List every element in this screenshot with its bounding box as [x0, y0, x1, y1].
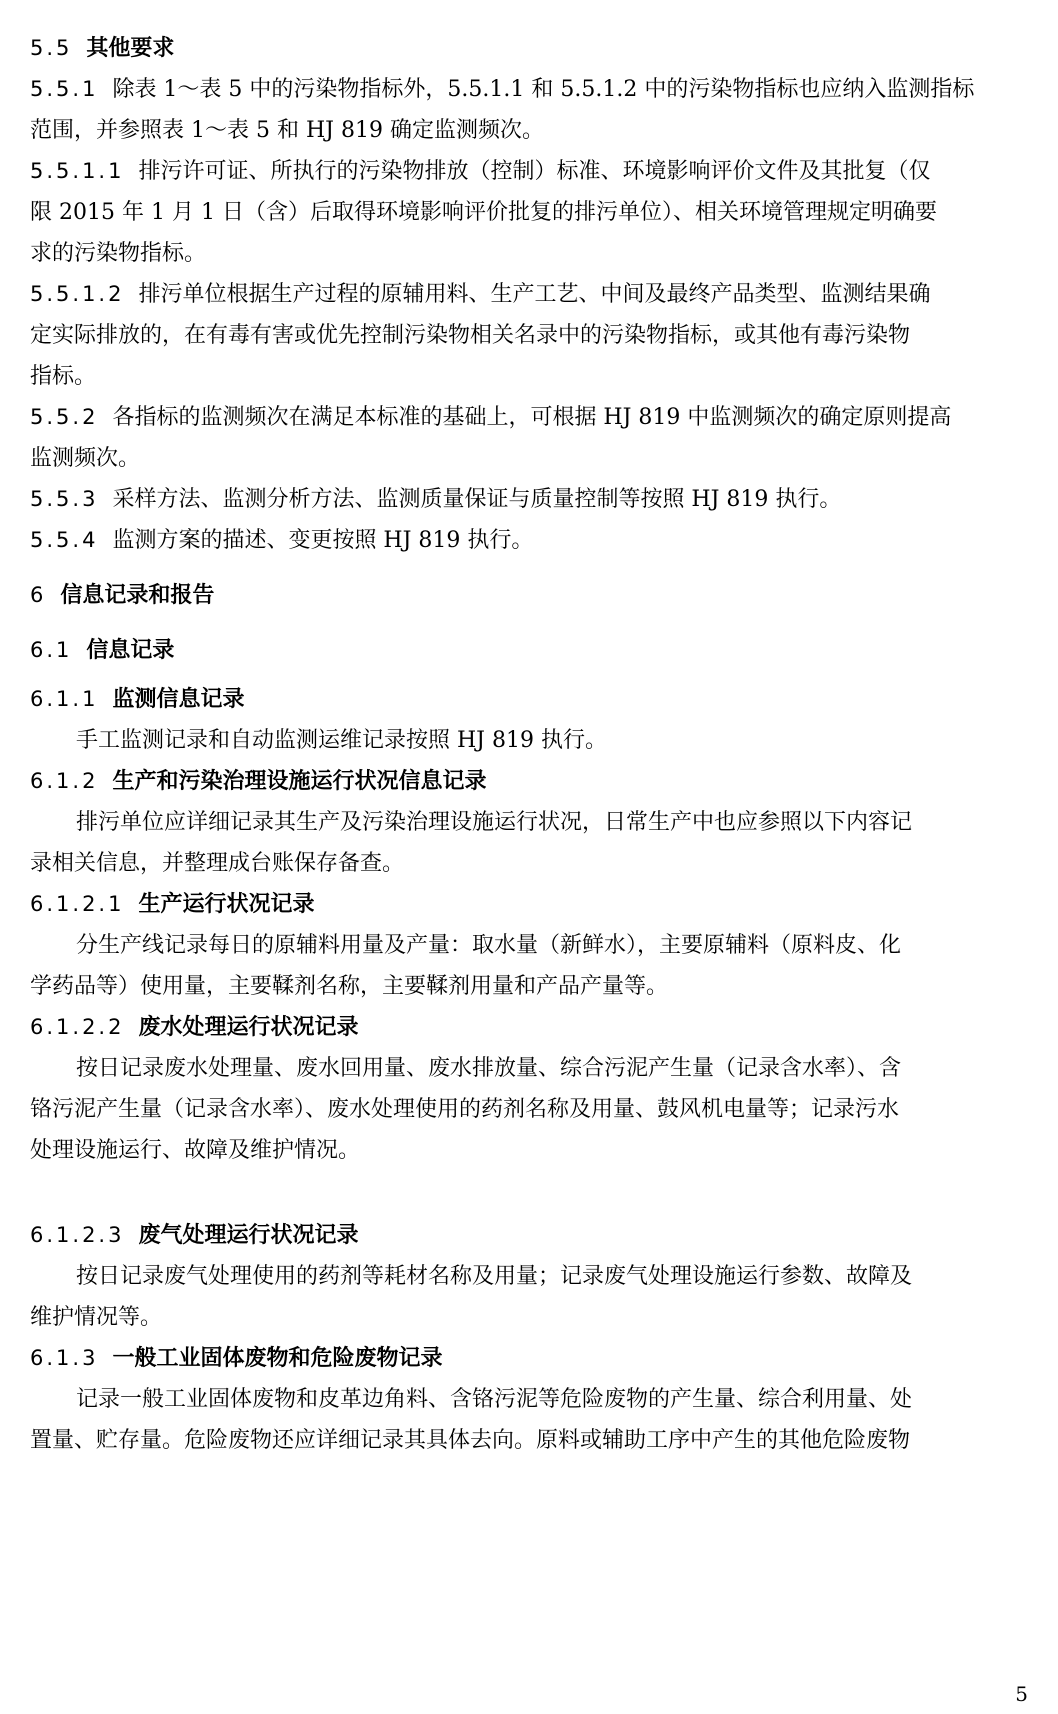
section-6-1-2-2-heading: [30, 1007, 1030, 1048]
section-6-1-2-1-heading: [30, 884, 1030, 925]
section-number: 6.1: [30, 638, 73, 662]
section-6-1-heading: [30, 630, 1030, 671]
clause-text-line: 限 2015 年 1 月 1 日（含）后取得环境影响评价批复的排污单位）、相关环境管理规定明确要: [30, 200, 937, 225]
clause-text-line: 监测频次。: [30, 446, 141, 471]
paragraph-line: 录相关信息，并整理成台账保存备查。: [30, 851, 405, 876]
clause-text: 排污许可证、所执行的污染物排放（控制）标准、环境影响评价文件及其批复（仅: [138, 159, 931, 184]
paragraph-line: 分生产线记录每日的原辅料用量及产量：取水量（新鲜水），主要原辅料（原料皮、化: [76, 933, 902, 958]
section-6-heading: [30, 575, 1030, 616]
clause-5-5-2: [30, 397, 1030, 438]
clause-5-5-3: [30, 479, 1030, 520]
clause-5-5-4: [30, 520, 1030, 561]
section-number: 6.1.2: [30, 769, 99, 793]
paragraph-line: 手工监测记录和自动监测运维记录按照 HJ 819 执行。: [76, 728, 607, 753]
section-number: 6.1.1: [30, 687, 99, 711]
page-number: 5: [1015, 1682, 1028, 1706]
section-number: 6: [30, 583, 47, 607]
section-title: 生产和污染治理设施运行状况信息记录: [112, 769, 487, 794]
paragraph-line: 处理设施运行、故障及维护情况。: [30, 1138, 361, 1163]
section-number: 6.1.2.1: [30, 892, 125, 916]
clause-text: 除表 1～表 5 中的污染物指标外，5.5.1.1 和 5.5.1.2 中的污染物指标也应纳入监测指标: [112, 77, 975, 102]
paragraph-line: 记录一般工业固体废物和皮革边角料、含铬污泥等危险废物的产生量、综合利用量、处: [76, 1387, 913, 1412]
section-title: 监测信息记录: [112, 687, 245, 712]
paragraph-line: 排污单位应详细记录其生产及污染治理设施运行状况，日常生产中也应参照以下内容记: [76, 810, 913, 835]
section-6-1-2-3-heading: [30, 1215, 1030, 1256]
clause-number: 5.5.1.2: [30, 282, 125, 306]
section-title: 废气处理运行状况记录: [138, 1223, 359, 1248]
section-6-1-1-heading: [30, 679, 1030, 720]
clause-text: 排污单位根据生产过程的原辅用料、生产工艺、中间及最终产品类型、监测结果确: [138, 282, 931, 307]
section-title: 一般工业固体废物和危险废物记录: [112, 1346, 443, 1371]
clause-text-line: 指标。: [30, 364, 97, 389]
clause-5-5-1-1: [30, 151, 1030, 192]
document-page: [30, 28, 1030, 1461]
section-6-1-2-heading: [30, 761, 1030, 802]
paragraph-line: 学药品等）使用量，主要鞣剂名称，主要鞣剂用量和产品产量等。: [30, 974, 669, 999]
clause-text: 监测方案的描述、变更按照 HJ 819 执行。: [112, 528, 534, 553]
section-title: 生产运行状况记录: [138, 892, 315, 917]
section-number: 6.1.2.2: [30, 1015, 125, 1039]
clause-number: 5.5.1.1: [30, 159, 125, 183]
section-number: 6.1.2.3: [30, 1223, 125, 1247]
clause-text: 各指标的监测频次在满足本标准的基础上，可根据 HJ 819 中监测频次的确定原则提高: [112, 405, 952, 430]
section-6-1-3-heading: [30, 1338, 1030, 1379]
clause-5-5-1-2: [30, 274, 1030, 315]
clause-text-line: 求的污染物指标。: [30, 241, 207, 266]
section-number: 6.1.3: [30, 1346, 99, 1370]
clause-5-5-1: [30, 69, 1030, 110]
clause-number: 5.5.1: [30, 77, 99, 101]
paragraph-line: 维护情况等。: [30, 1305, 163, 1330]
paragraph-line: 铬污泥产生量（记录含水率）、废水处理使用的药剂名称及用量、鼓风机电量等；记录污水: [30, 1097, 900, 1122]
paragraph-line: 置量、贮存量。危险废物还应详细记录其具体去向。原料或辅助工序中产生的其他危险废物: [30, 1428, 911, 1453]
section-title: 信息记录: [86, 638, 175, 663]
section-title: 废水处理运行状况记录: [138, 1015, 359, 1040]
paragraph-line: 按日记录废气处理使用的药剂等耗材名称及用量；记录废气处理设施运行参数、故障及: [76, 1264, 913, 1289]
clause-number: 5.5.2: [30, 405, 99, 429]
clause-text: 采样方法、监测分析方法、监测质量保证与质量控制等按照 HJ 819 执行。: [112, 487, 842, 512]
clause-number: 5.5.3: [30, 487, 99, 511]
clause-text-line: 范围，并参照表 1～表 5 和 HJ 819 确定监测频次。: [30, 118, 544, 143]
clause-number: 5.5.4: [30, 528, 99, 552]
section-title: 其他要求: [86, 36, 175, 61]
paragraph-line: 按日记录废水处理量、废水回用量、废水排放量、综合污泥产生量（记录含水率）、含: [76, 1056, 902, 1081]
section-5-5-heading: [30, 28, 1030, 69]
section-number: 5.5: [30, 36, 73, 60]
section-title: 信息记录和报告: [60, 583, 215, 608]
clause-text-line: 定实际排放的，在有毒有害或优先控制污染物相关名录中的污染物指标，或其他有毒污染物: [30, 323, 911, 348]
